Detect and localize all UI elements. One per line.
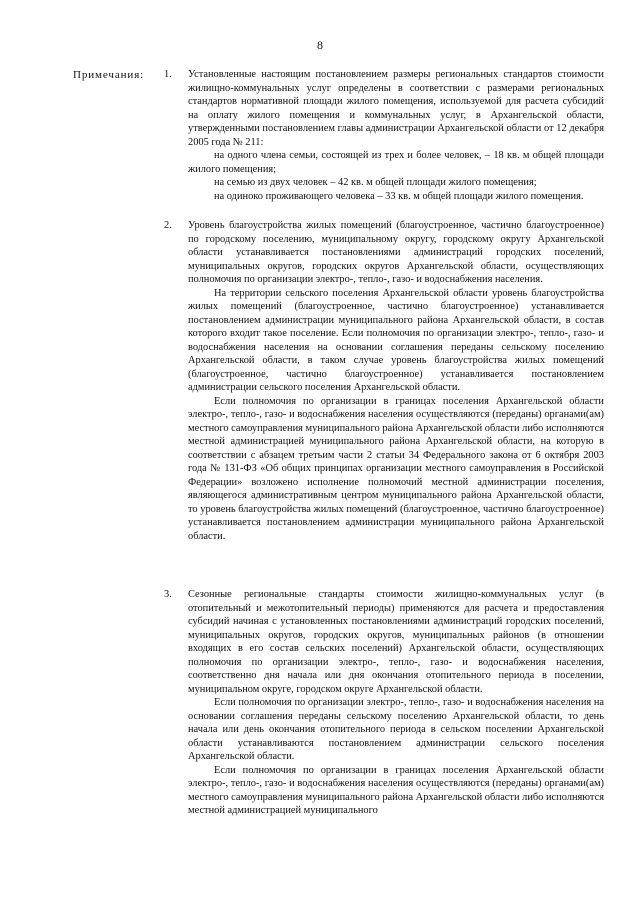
paragraph: на одного члена семьи, состоящей из трех и более человек, – 18 кв. м общей площади жилого помещения; [188,150,604,175]
note-item-body [188,68,604,203]
note-item-2 [164,219,604,543]
note-item-body [188,588,604,818]
paragraph: Сезонные региональные стандарты стоимости жилищно-коммунальных услуг (в отопительный и межотопительный периоды) применяются для расчета и предоставления субсидий начиная с установленных постановлениями администраций городских поселений, муниципальных округов, городских округов, муниципальных районов (в отношении входящих в его состав сельских поселений) Архангельской области, осуществляющих полномочия по организации электро-, тепло-, газо- и водоснабжения населения, соответственно дня начала или дня окончания отопительного периода в поселении, муниципальном округе, городском округе Архангельской области. [188,589,604,695]
page-number: 8 [317,38,323,52]
paragraph: на семью из двух человек – 42 кв. м общей площади жилого помещения; [214,177,537,188]
paragraph: Если полномочия по организации электро-, тепло-, газо- и водоснабжения населения на основании соглашения переданы сельскому поселению Архангельской области, то день начала или день окончания отопительного периода в сельском поселении Архангельской области устанавливаются постановлением администрации сельского поселения Архангельской области. [188,697,604,762]
paragraph: Если полномочия по организации в границах поселения Архангельской области электро-, тепло-, газо- и водоснабжения населения осуществляются (переданы) органами(ам) местного самоуправления муниципального района Архангельской области либо исполняются местной администрацией муниципального района Архангельской области, на которую в соответствии с абзацем третьим части 2 статьи 34 Федерального закона от 6 октября 2003 года № 131-ФЗ «Об общих принципах организации местного самоуправления в Российской Федерации» возложено исполнение полномочий местной администрации поселения, являющегося административным центром муниципального района Архангельской области, то уровень благоустройства жилых помещений (благоустроенное, частично благоустроенное) устанавливается постановлением администрации муниципального района Архангельской области. [188,395,604,542]
paragraph: Уровень благоустройства жилых помещений (благоустроенное, частично благоустроенное) по городскому поселению, муниципальному округу, городскому округу Архангельской области устанавливается постановлениями администраций городских поселений, муниципальных округов, городских округов Архангельской области, осуществляющих полномочия по организации электро-, тепло-, газо- и водоснабжения населения. [188,220,604,285]
paragraph: на одиноко проживающего человека – 33 кв. м общей площади жилого помещения. [214,190,584,202]
note-item-number: 1. [164,69,172,80]
notes-label: Примечания: [73,69,145,81]
note-item-body [188,219,604,543]
note-item-number: 3. [164,589,172,600]
paragraph: Если полномочия по организации в границах поселения Архангельской области электро-, тепло-, газо- и водоснабжения населения осуществляются (переданы) органами(ам) местного самоуправления муниципального района Архангельской области либо исполняются местной администрацией муниципального [188,764,604,816]
paragraph: Установленные настоящим постановлением размеры региональных стандартов стоимости жилищно-коммунальных услуг определены в соответствии с размерами региональных стандартов нормативной площади жилого помещения, используемой для расчета субсидий на оплату жилого помещения и коммунальных услуг, в Архангельской области, утвержденными постановлением главы администрации Архангельской области от 12 декабря 2005 года № 211: [188,69,604,148]
note-item-number: 2. [164,220,172,231]
note-item-3 [164,588,604,818]
paragraph: На территории сельского поселения Архангельской области уровень благоустройства жилых помещений (благоустроенное, частично благоустроенное) устанавливается постановлением администрации муниципального района Архангельской области, в состав которого входит такое поселение. Если полномочия по организации электро-, тепло-, газо- и водоснабжения населения на основании соглашения переданы сельскому поселению Архангельской области, в таком случае уровень благоустройства жилых помещений (благоустроенное, частично благоустроенное) устанавливается постановлением администрации сельского поселения Архангельской области. [188,287,604,393]
note-item-1 [164,68,604,203]
